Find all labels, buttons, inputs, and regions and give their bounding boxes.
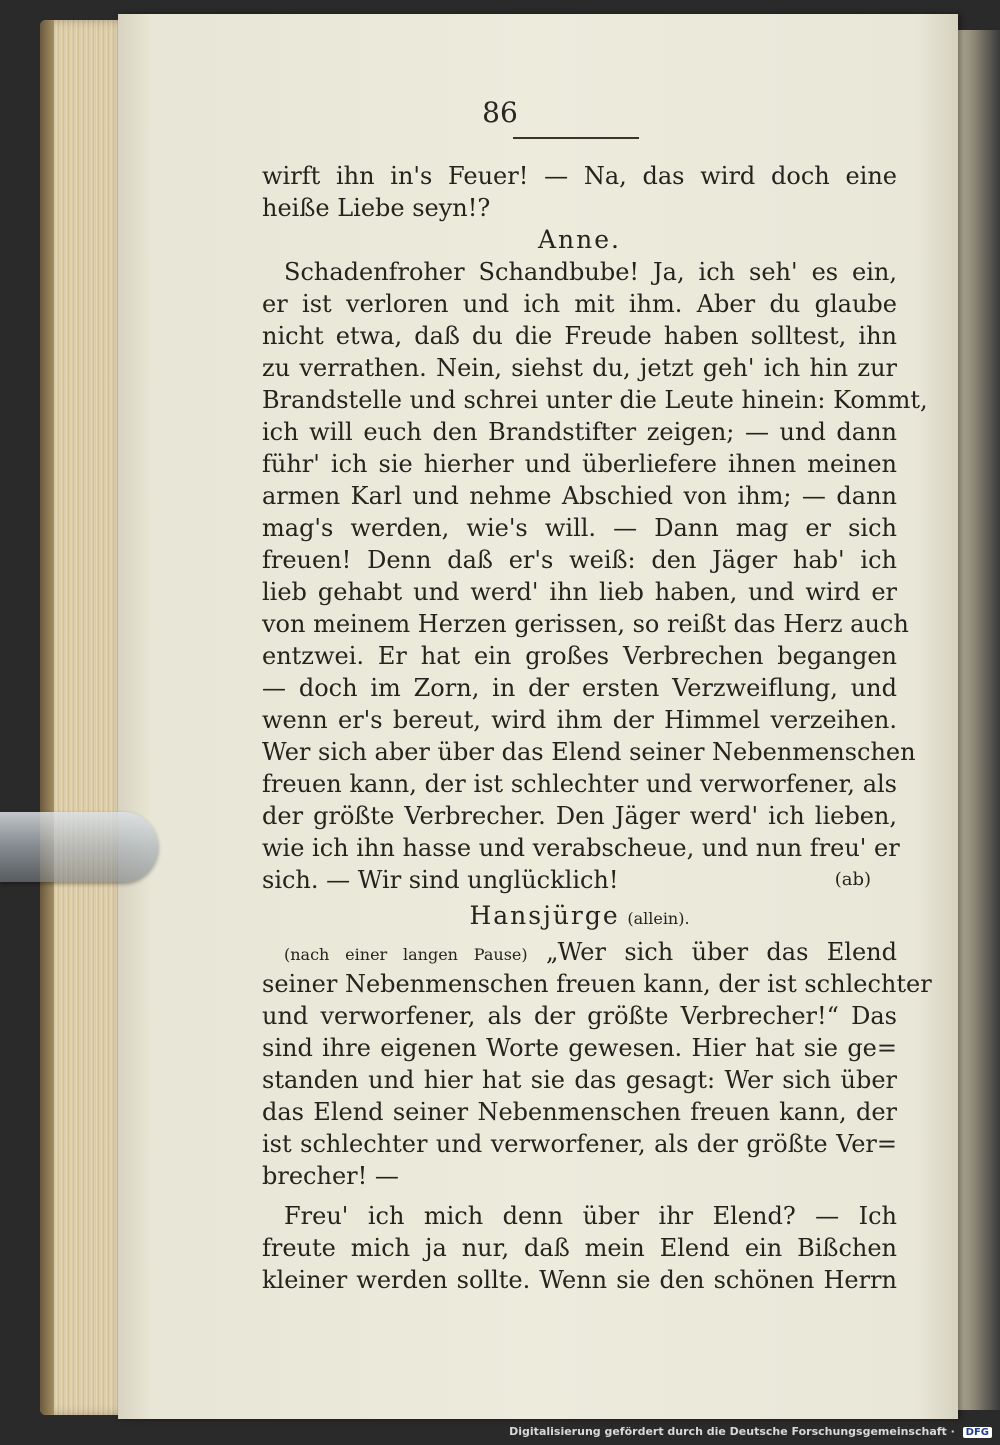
text-line: Freu' ich mich denn über ihr Elend? — Ich: [284, 1202, 897, 1230]
text-line: wirft ihn in's Feuer! — Na, das wird doch eine: [262, 162, 897, 190]
text-line: freuen kann, der ist schlechter und verworfener, als: [262, 770, 897, 798]
text-line: brecher! —: [262, 1162, 399, 1190]
text-line: zu verrathen. Nein, siehst du, jetzt geh' ich hin zur: [262, 354, 897, 382]
text-line: der größte Verbrecher. Den Jäger werd' ich lieben,: [262, 802, 897, 830]
text-line: „Wer sich über das Elend: [545, 938, 897, 966]
text-line: wie ich ihn hasse und verabscheue, und nun freu' er: [262, 834, 900, 862]
text-line: armen Karl und nehme Abschied von ihm; — dann: [262, 482, 897, 510]
text-line-with-stage-direction: [262, 864, 897, 896]
credit-text: Digitalisierung gefördert durch die Deutsche Forschungsgemeinschaft ·: [509, 1425, 955, 1438]
text-line: ich will euch den Brandstifter zeigen; — und dann: [262, 418, 897, 446]
digitization-credit: [509, 1425, 992, 1438]
page-holder-clip: [0, 812, 158, 882]
text-line: Wer sich aber über das Elend seiner Nebenmenschen: [262, 738, 916, 766]
text-line: heiße Liebe seyn!?: [262, 194, 491, 222]
text-line: kleiner werden sollte. Wenn sie den schönen Herrn: [262, 1266, 897, 1294]
text-line: entzwei. Er hat ein großes Verbrechen begangen: [262, 642, 897, 670]
header-rule: [513, 137, 639, 139]
book-right-edge: [955, 30, 1000, 1410]
text-line: sich. — Wir sind unglücklich!: [262, 866, 619, 894]
stage-direction-ab: (ab): [834, 869, 871, 890]
page-text: [262, 160, 932, 1296]
dfg-logo: DFG: [963, 1427, 992, 1438]
text-line: standen und hier hat sie das gesagt: Wer sich über: [262, 1066, 897, 1094]
text-line: er ist verloren und ich mit ihm. Aber du glaube: [262, 290, 897, 318]
book-cover-edge: [40, 20, 54, 1415]
text-line: — doch im Zorn, in der ersten Verzweiflung, und: [262, 674, 897, 702]
text-line: freuen! Denn daß er's weiß: den Jäger hab' ich: [262, 546, 897, 574]
speaker-heading-hansjuerge: [262, 896, 897, 936]
speaker-name: Hansjürge: [469, 901, 620, 930]
text-line: mag's werden, wie's will. — Dann mag er sich: [262, 514, 897, 542]
text-line: ist schlechter und verworfener, als der größte Ver=: [262, 1130, 897, 1158]
stage-direction-pause: (nach einer langen Pause): [284, 945, 528, 964]
text-line: und verworfener, als der größte Verbrecher!“ Das: [262, 1002, 897, 1030]
page-number: 86: [482, 96, 518, 129]
text-line: freute mich ja nur, daß mein Elend ein Bißchen: [262, 1234, 897, 1262]
text-line-with-stage-direction: [262, 936, 897, 968]
text-line: das Elend seiner Nebenmenschen freuen kann, der: [262, 1098, 897, 1126]
text-line: lieb gehabt und werd' ihn lieb haben, und wird er: [262, 578, 897, 606]
text-line: Brandstelle und schrei unter die Leute hinein: Kommt,: [262, 386, 928, 414]
speaker-heading-anne: Anne.: [538, 225, 621, 254]
text-line: führ' ich sie hierher und überliefere ihnen meinen: [262, 450, 897, 478]
text-line: Schadenfroher Schandbube! Ja, ich seh' es ein,: [284, 258, 897, 286]
text-line: wenn er's bereut, wird ihm der Himmel verzeihen.: [262, 706, 897, 734]
text-line: sind ihre eigenen Worte gewesen. Hier hat sie ge=: [262, 1034, 897, 1062]
stage-direction-allein: (allein).: [627, 909, 690, 928]
text-line: seiner Nebenmenschen freuen kann, der ist schlechter: [262, 970, 932, 998]
text-line: von meinem Herzen gerissen, so reißt das Herz auch: [262, 610, 909, 638]
text-line: nicht etwa, daß du die Freude haben solltest, ihn: [262, 322, 897, 350]
